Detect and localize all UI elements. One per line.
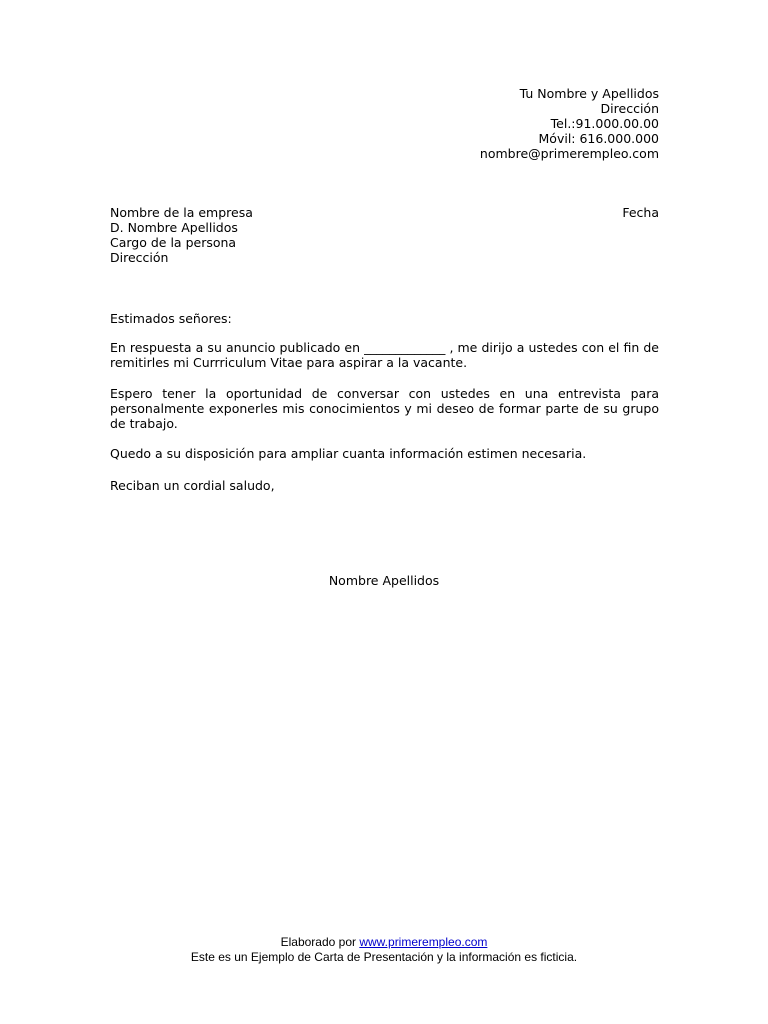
recipient-block	[110, 205, 253, 265]
greeting-text: Estimados señores:	[110, 311, 232, 326]
signature-name: Nombre Apellidos	[328, 573, 440, 588]
sender-email: nombre@primerempleo.com	[479, 146, 659, 161]
letter-paragraph-3	[110, 446, 659, 461]
recipient-company: Nombre de la empresa	[110, 205, 253, 220]
sender-block	[480, 86, 659, 161]
footer-disclaimer: Este es un Ejemplo de Carta de Presentación y la información es ficticia.	[190, 950, 578, 964]
footer-prefix: Elaborado por	[280, 935, 360, 949]
sender-name: Tu Nombre y Apellidos	[519, 86, 659, 101]
sender-address: Dirección	[600, 101, 659, 116]
letter-paragraph-2	[110, 386, 659, 431]
recipient-address: Dirección	[110, 250, 169, 265]
closing-text: Reciban un cordial saludo,	[110, 478, 275, 493]
paragraph-2-text: Espero tener la oportunidad de conversar con ustedes en una entrevista para personalmente exponerles mis conocimientos y mi deseo de formar parte de su grupo de trabajo.	[110, 386, 659, 431]
footer	[0, 935, 768, 965]
recipient-person: D. Nombre Apellidos	[110, 220, 238, 235]
footer-credit	[0, 935, 768, 950]
footer-link[interactable]: www.primerempleo.com	[359, 935, 488, 949]
paragraph-3-text: Quedo a su disposición para ampliar cuanta información estimen necesaria.	[110, 446, 587, 461]
sender-mobile: Móvil: 616.000.000	[538, 131, 659, 146]
paragraph-1-text: En respuesta a su anuncio publicado en _____________ , me dirijo a ustedes con el fin de remitirles mi Currriculum Vitae para aspirar a la vacante.	[110, 340, 659, 370]
sender-phone: Tel.:91.000.00.00	[550, 116, 659, 131]
date-label: Fecha	[622, 205, 659, 220]
recipient-position: Cargo de la persona	[110, 235, 237, 250]
letter-closing	[110, 478, 659, 493]
letter-paragraph-1	[110, 340, 659, 370]
letter-greeting	[110, 311, 659, 326]
signature-block	[0, 573, 768, 588]
